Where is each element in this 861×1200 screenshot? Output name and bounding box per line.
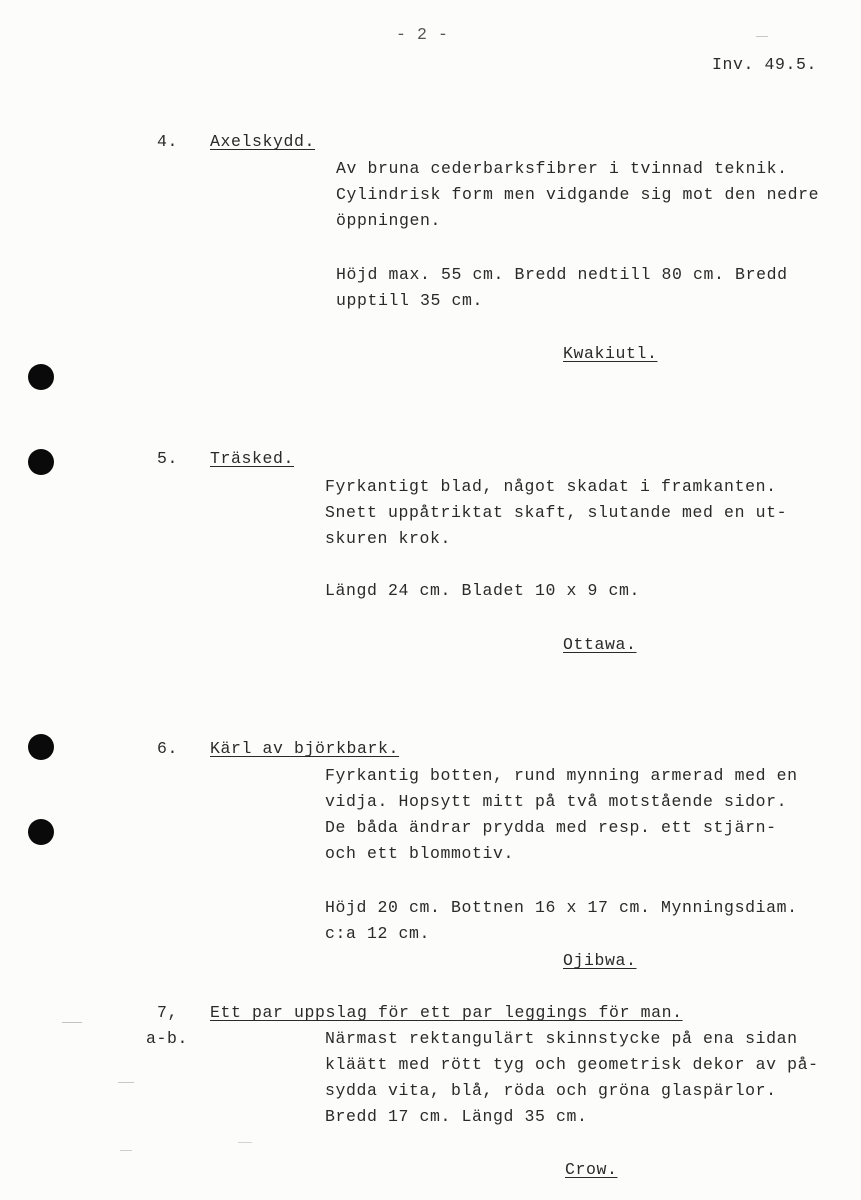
entry-measurement-line: c:a 12 cm. [325,924,431,943]
scan-speck [118,1082,134,1083]
entry-description-line: vidja. Hopsytt mitt på två motstående sidor. [325,792,788,811]
entry-description-line: Av bruna cederbarksfibrer i tvinnad teknik. [336,159,788,178]
entry-title: Axelskydd. [210,132,316,151]
entry-description-line: Bredd 17 cm. Längd 35 cm. [325,1107,588,1126]
entry-number: 5. [157,449,179,468]
entry-description-line: Fyrkantigt blad, något skadat i framkanten. [325,477,777,496]
entry-description-line: kläätt med rött tyg och geometrisk dekor av på- [325,1055,819,1074]
scan-speck [120,1150,132,1151]
scan-speck [238,1142,252,1143]
entry-number: 4. [157,132,179,151]
entry-description-line: De båda ändrar prydda med resp. ett stjärn- [325,818,777,837]
entry-description-line: Närmast rektangulärt skinnstycke på ena sidan [325,1029,798,1048]
entry-measurement-line: upptill 35 cm. [336,291,484,310]
entry-tribe: Kwakiutl. [563,344,658,363]
entry-title: Ett par uppslag för ett par leggings för man. [210,1003,683,1022]
entry-tribe: Ojibwa. [563,951,637,970]
entry-tribe: Ottawa. [563,635,637,654]
entry-description-line: Snett uppåtriktat skaft, slutande med en ut- [325,503,788,522]
entry-description-line: och ett blommotiv. [325,844,515,863]
punch-hole [28,819,54,845]
entry-measurement-line: Höjd max. 55 cm. Bredd nedtill 80 cm. Bredd [336,265,788,284]
page-number: - 2 - [396,25,449,44]
entry-number: 7, [157,1003,179,1022]
entry-measurement-line: Längd 24 cm. Bladet 10 x 9 cm. [325,581,641,600]
entry-description-line: skuren krok. [325,529,452,548]
entry-measurement-line: Höjd 20 cm. Bottnen 16 x 17 cm. Mynningsdiam. [325,898,798,917]
entry-number: 6. [157,739,179,758]
punch-hole [28,364,54,390]
entry-description-line: sydda vita, blå, röda och gröna glaspärlor. [325,1081,777,1100]
entry-number-sub: a-b. [146,1029,189,1048]
entry-tribe: Crow. [565,1160,618,1179]
entry-description-line: Fyrkantig botten, rund mynning armerad med en [325,766,798,785]
entry-description-line: Cylindrisk form men vidgande sig mot den nedre [336,185,820,204]
scan-speck [756,36,768,37]
punch-hole [28,734,54,760]
punch-hole [28,449,54,475]
entry-description-line: öppningen. [336,211,442,230]
entry-title: Kärl av björkbark. [210,739,400,758]
inventory-number: Inv. 49.5. [712,55,818,74]
entry-title: Träsked. [210,449,295,468]
scan-speck [62,1022,82,1023]
